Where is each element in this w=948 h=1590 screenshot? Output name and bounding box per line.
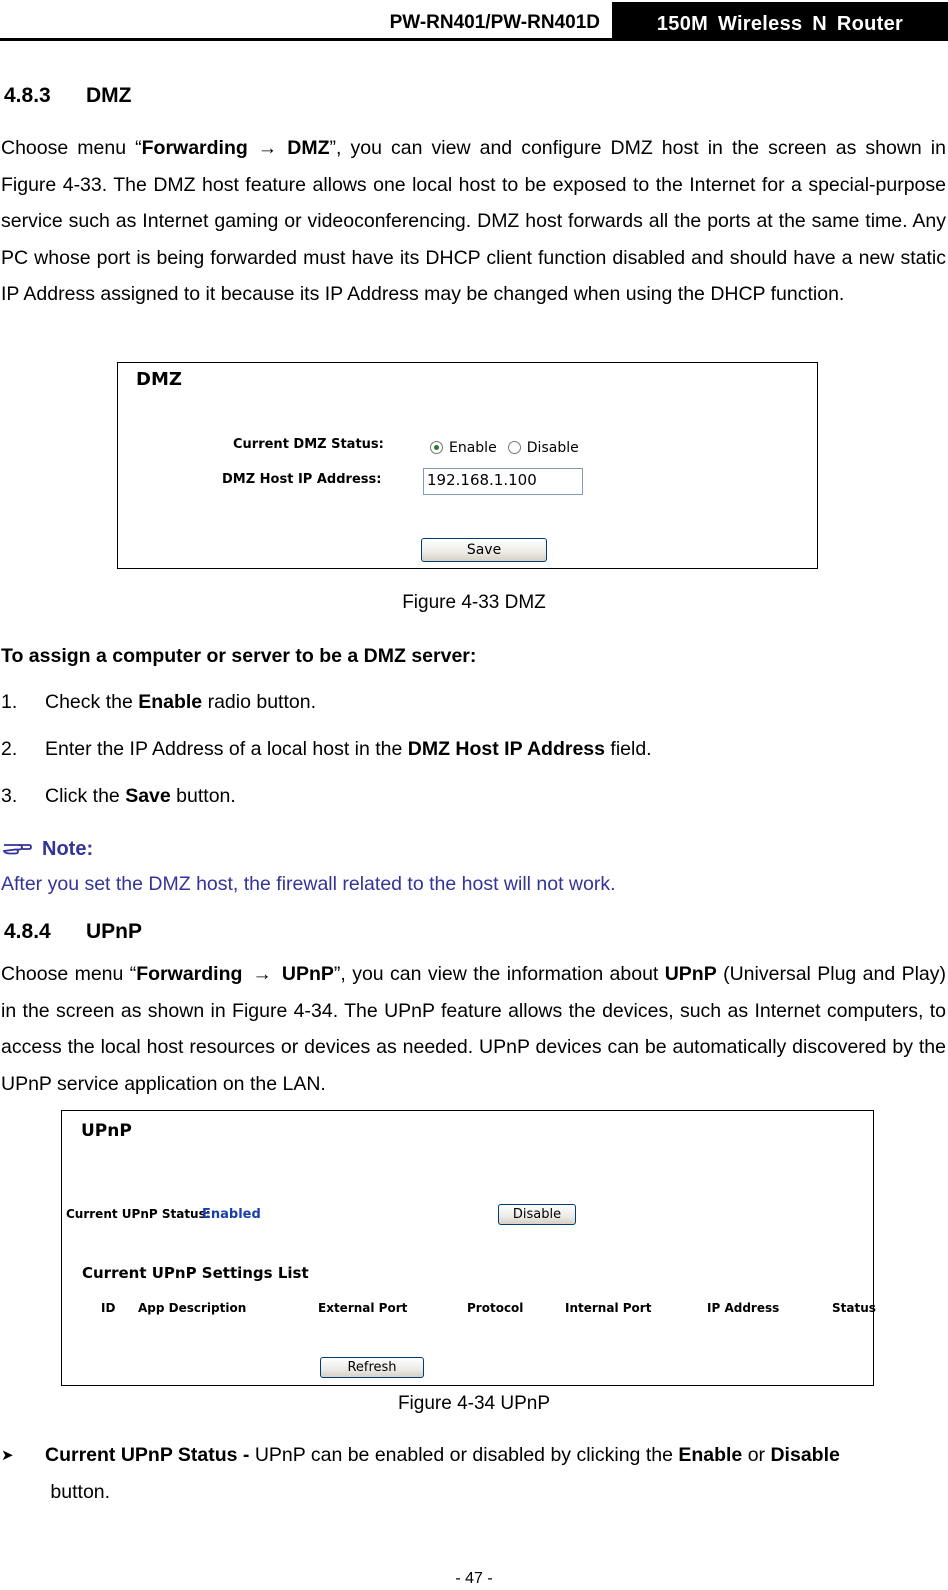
bullet-text: UPnP can be enabled or disabled by clicking the — [254, 1444, 679, 1466]
disable-radio[interactable] — [508, 441, 521, 454]
step-bold: Enable — [138, 691, 203, 713]
column-header-protocol: Protocol — [467, 1301, 524, 1315]
dmz-status-label: Current DMZ Status: — [233, 437, 384, 452]
bullet-arrow-icon: ➤ — [1, 1447, 14, 1464]
fig-upnp-title: UPnP — [81, 1121, 132, 1141]
note-title: Note: — [42, 838, 94, 860]
column-header-status: Status — [832, 1301, 876, 1315]
bullet-item — [1, 1437, 941, 1511]
upnp-status-label: Current UPnP Status: — [66, 1207, 211, 1221]
column-header-id: ID — [101, 1301, 116, 1315]
step-number: 2. — [1, 738, 18, 760]
step-text-end: field. — [604, 738, 652, 760]
header-model: PW-RN401/PW-RN401D — [389, 12, 600, 33]
refresh-button[interactable]: Refresh — [320, 1357, 424, 1378]
section-title: UPnP — [86, 920, 143, 943]
header-product-box: 150M Wireless N Router — [612, 2, 948, 40]
column-header-internal-port: Internal Port — [565, 1301, 652, 1315]
dmz-intro-paragraph — [1, 130, 946, 313]
step-text-end: button. — [170, 785, 236, 807]
column-header-app-description: App Description — [138, 1301, 247, 1315]
column-header-external-port: External Port — [318, 1301, 408, 1315]
enable-radio[interactable] — [430, 441, 443, 454]
figure-dmz — [117, 362, 818, 569]
bullet-text-end: button. — [45, 1481, 111, 1503]
section-number: 4.8.4 — [4, 920, 51, 943]
bullet-disable: Disable — [770, 1444, 840, 1466]
section-number: 4.8.3 — [4, 84, 51, 107]
step-item — [1, 738, 652, 761]
bullet-enable: Enable — [678, 1444, 743, 1466]
dmz-ip-label: DMZ Host IP Address: — [222, 472, 382, 487]
section-heading-upnp — [4, 920, 142, 944]
menu-forwarding: Forwarding — [136, 963, 243, 985]
dmz-ip-input[interactable]: 192.168.1.100 — [423, 468, 583, 495]
header-rule — [0, 38, 948, 41]
upnp-intro-paragraph — [1, 956, 946, 1102]
steps-heading: To assign a computer or server to be a DMZ server: — [1, 645, 477, 667]
section-heading-dmz — [4, 84, 132, 108]
figure-caption-upnp: Figure 4-34 UPnP — [397, 1393, 551, 1414]
intro-suffix: ”, you can view and configure DMZ host in the screen as shown in Figure 4-33. The DMZ host feature allows one local host to be exposed to the Internet for a special-purpose service such as Internet gaming or videoconferencing. DMZ host forwards all the ports at the same time. Any PC whose port is being forwarded must have its DHCP client function disabled and should have a new static IP Address assigned to it because its IP Address may be changed when using the DHCP function. — [1, 137, 946, 305]
figure-caption-dmz: Figure 4-33 DMZ — [402, 592, 546, 613]
step-text-end: radio button. — [202, 691, 316, 713]
section-title: DMZ — [86, 84, 132, 107]
upnp-status-value: Enabled — [202, 1207, 261, 1222]
step-bold: Save — [125, 785, 171, 807]
upnp-list-title: Current UPnP Settings List — [82, 1264, 309, 1282]
dmz-status-radios — [430, 437, 585, 456]
step-text: Click the — [45, 785, 126, 807]
enable-radio-label: Enable — [449, 439, 497, 456]
page-number: - 47 - — [455, 1570, 493, 1587]
menu-upnp: UPnP — [281, 963, 334, 985]
menu-forwarding: Forwarding — [141, 137, 248, 159]
intro-suffix: (Universal Plug and Play) in the screen as shown in Figure 4-34. The UPnP feature allows the devices, such as Internet computers, to access the local host resources or devices as needed. UPnP devices can be automatically discovered by the UPnP service application on the LAN. — [1, 963, 946, 1095]
arrow-icon: → — [252, 963, 272, 985]
step-number: 3. — [1, 785, 18, 807]
note-text: After you set the DMZ host, the firewall related to the host will not work. — [1, 873, 616, 895]
step-item — [1, 691, 316, 714]
intro-prefix: Choose menu “ — [1, 963, 137, 985]
step-item — [1, 785, 236, 808]
save-button[interactable]: Save — [421, 538, 547, 562]
pointing-hand-icon — [2, 839, 32, 857]
menu-dmz: DMZ — [287, 137, 330, 159]
fig-dmz-title: DMZ — [136, 369, 182, 390]
step-text: Check the — [45, 691, 139, 713]
step-text: Enter the IP Address of a local host in the — [45, 738, 408, 760]
figure-upnp — [61, 1110, 874, 1386]
disable-radio-label: Disable — [526, 439, 579, 456]
step-bold: DMZ Host IP Address — [407, 738, 605, 760]
step-number: 1. — [1, 691, 18, 713]
bullet-or: or — [742, 1444, 771, 1466]
column-header-ip-address: IP Address — [707, 1301, 780, 1315]
intro-mid: ”, you can view the information about — [333, 963, 665, 985]
bullet-bold: Current UPnP Status - — [45, 1444, 255, 1466]
arrow-icon: → — [257, 137, 278, 159]
disable-button[interactable]: Disable — [498, 1204, 576, 1225]
note-title-row — [2, 838, 93, 861]
intro-prefix: Choose menu “ — [1, 137, 142, 159]
upnp-bold: UPnP — [664, 963, 717, 985]
